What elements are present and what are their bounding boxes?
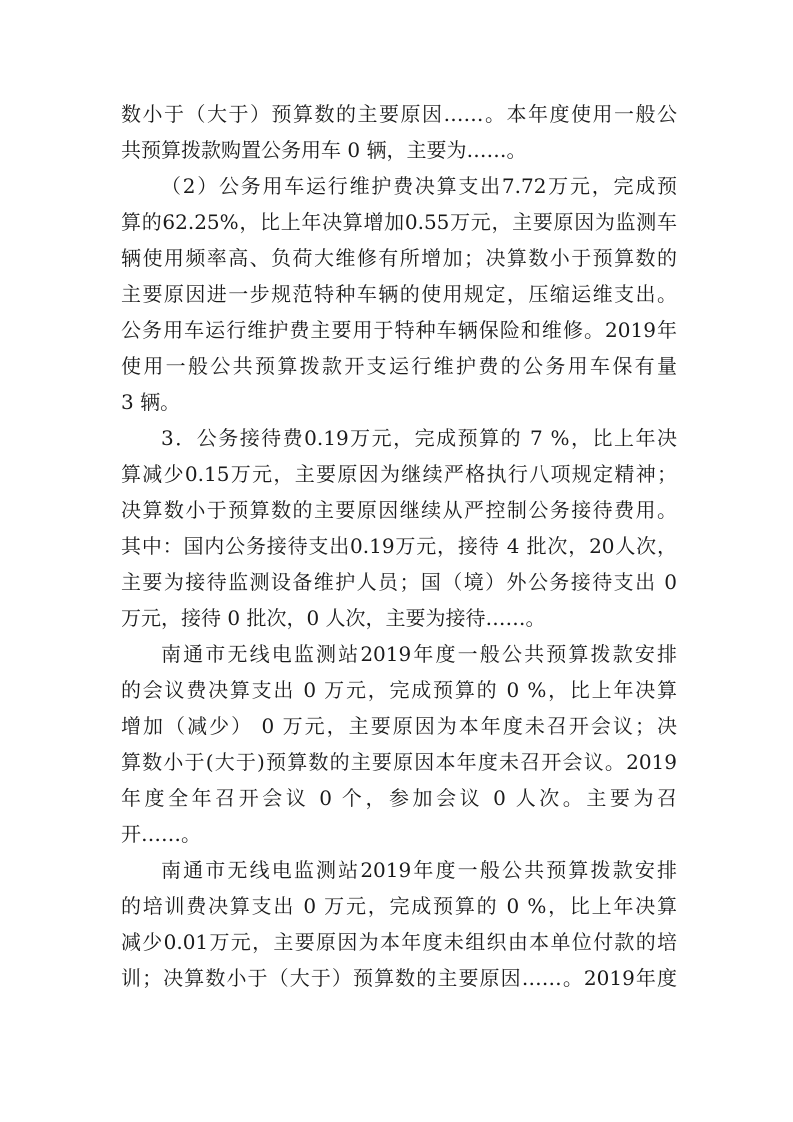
text-line: 使用一般公共预算拨款开支运行维护费的公务用车保有量: [121, 354, 677, 378]
text-line: 训；决算数小于（大于）预算数的主要原因……。2019年度: [121, 966, 677, 990]
text-line: 南通市无线电监测站2019年度一般公共预算拨款安排: [161, 858, 677, 882]
paragraph-3: [121, 420, 677, 636]
text-line: 算的62.25%，比上年决算增加0.55万元，主要原因为监测车: [121, 210, 677, 234]
document-body: [121, 96, 677, 996]
text-line: 主要原因进一步规范特种车辆的使用规定，压缩运维支出。: [121, 282, 677, 306]
paragraph-5: [121, 852, 677, 996]
text-line: 减少0.01万元，主要原因为本年度未组织由本单位付款的培: [121, 930, 677, 954]
text-line: 算数小于(大于)预算数的主要原因本年度未召开会议。2019: [121, 750, 677, 774]
text-line: 共预算拨款购置公务用车 0 辆，主要为……。: [121, 138, 527, 162]
text-line: 的会议费决算支出 0 万元，完成预算的 0 %，比上年决算: [121, 678, 677, 702]
text-line: 决算数小于预算数的主要原因继续从严控制公务接待费用。: [121, 498, 677, 522]
text-line: 辆使用频率高、负荷大维修有所增加；决算数小于预算数的: [121, 246, 677, 270]
text-line: 算减少0.15万元，主要原因为继续严格执行八项规定精神；: [121, 462, 677, 486]
text-line: 万元，接待 0 批次，0 人次，主要为接待……。: [121, 606, 546, 630]
text-line: 其中：国内公务接待支出0.19万元，接待 4 批次，20人次，: [121, 534, 677, 558]
text-line: 年度全年召开会议 0 个，参加会议 0 人次。主要为召: [121, 786, 677, 810]
text-line: 的培训费决算支出 0 万元，完成预算的 0 %，比上年决算: [121, 894, 677, 918]
text-line: 增加（减少） 0 万元，主要原因为本年度未召开会议；决: [121, 714, 677, 738]
text-line: 南通市无线电监测站2019年度一般公共预算拨款安排: [161, 642, 677, 666]
text-line: 主要为接待监测设备维护人员；国（境）外公务接待支出 0: [121, 570, 677, 594]
paragraph-4: [121, 636, 677, 852]
text-line: （2）公务用车运行维护费决算支出7.72万元，完成预: [161, 174, 677, 198]
text-line: 开……。: [121, 822, 201, 846]
paragraph-2: [121, 168, 677, 420]
text-line: 3 辆。: [121, 390, 181, 414]
text-line: 数小于（大于）预算数的主要原因……。本年度使用一般公: [121, 102, 677, 126]
text-line: 3．公务接待费0.19万元，完成预算的 7 %，比上年决: [161, 426, 677, 450]
text-line: 公务用车运行维护费主要用于特种车辆保险和维修。2019年: [121, 318, 677, 342]
paragraph-1: [121, 96, 677, 168]
